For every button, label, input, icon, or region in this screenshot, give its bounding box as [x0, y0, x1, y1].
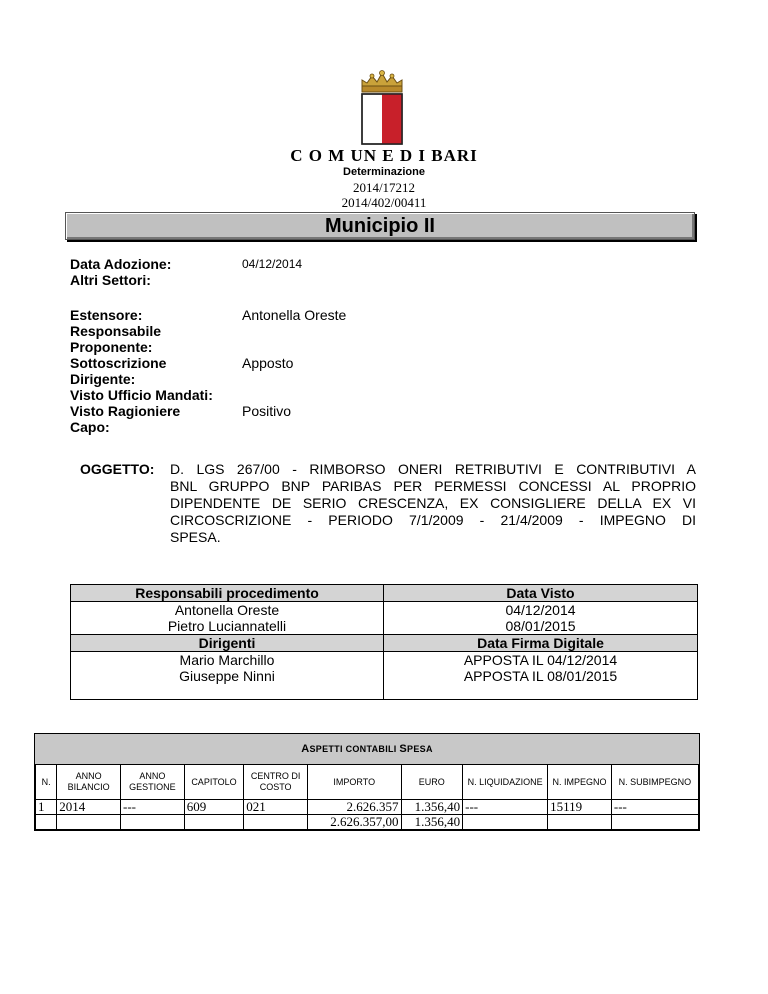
table-cell [36, 815, 57, 830]
responsabili-table [70, 584, 698, 700]
table-cell: 021 [244, 800, 308, 815]
col-centro-di-costo: CENTRO DI COSTO [244, 765, 308, 800]
data-firma-value: APPOSTA IL 08/01/2015 [463, 668, 618, 684]
table-row [36, 800, 699, 815]
dirigente-label: Dirigente: [70, 371, 136, 387]
document-number: 2014/17212 [352, 180, 416, 195]
data-adozione-value: 04/12/2014 [242, 257, 303, 271]
oggetto-line: CIRCOSCRIZIONE - PERIODO 7/1/2009 - 21/4/2009 - IMPEGNO DI [170, 512, 696, 528]
data-visto-header: Data Visto [384, 585, 697, 602]
date-column [384, 585, 697, 699]
data-firma-value: APPOSTA IL 04/12/2014 [463, 652, 618, 668]
responsabili-header: Responsabili procedimento [71, 585, 383, 602]
data-visto-value: 04/12/2014 [505, 602, 576, 618]
col-anno-gestione: ANNO GESTIONE [121, 765, 185, 800]
table-cell [121, 815, 185, 830]
col-n: N. [36, 765, 57, 800]
visto-ragioniere-label: Visto Ragioniere [70, 403, 181, 419]
table-cell: 609 [184, 800, 244, 815]
oggetto-text [170, 461, 696, 546]
table-cell: --- [121, 800, 185, 815]
col-importo: IMPORTO [308, 765, 402, 800]
table-cell [463, 815, 548, 830]
table-cell: 2014 [57, 800, 121, 815]
visto-ragioniere-value: Positivo [242, 403, 292, 419]
visto-ufficio-mandati-label: Visto Ufficio Mandati: [70, 387, 213, 403]
oggetto-line: SPESA. [170, 529, 221, 545]
table-cell [244, 815, 308, 830]
altri-settori-label: Altri Settori: [70, 272, 151, 288]
table-row [36, 815, 699, 830]
table-cell [548, 815, 612, 830]
oggetto-line: D. LGS 267/00 - RIMBORSO ONERI RETRIBUTIVI E CONTRIBUTIVI A [170, 461, 696, 477]
table-cell: 15119 [548, 800, 612, 815]
comune-crest-logo [358, 68, 406, 146]
table-cell: 1 [36, 800, 57, 815]
dirigente-name: Mario Marchillo [179, 652, 275, 668]
document-type: Determinazione [343, 166, 425, 178]
data-adozione-label: Data Adozione: [70, 256, 172, 272]
responsabili-column [71, 585, 384, 699]
col-capitolo: CAPITOLO [184, 765, 244, 800]
comune-name: C O M UN E D I BARI [290, 146, 478, 165]
aspetti-contabili-table [34, 733, 700, 831]
table-cell: 2.626.357,00 [308, 815, 402, 830]
table-cell: 2.626.357 [308, 800, 402, 815]
aspetti-contabili-title: ASPETTI CONTABILI SPESA [35, 734, 699, 765]
responsabile-name: Pietro Luciannatelli [167, 618, 287, 634]
proponente-label: Proponente: [70, 339, 153, 355]
table-cell: 1.356,40 [401, 800, 463, 815]
page-title: Municipio II [65, 212, 695, 240]
oggetto-label: OGGETTO: [80, 461, 155, 477]
table-cell: --- [611, 800, 698, 815]
table-cell [611, 815, 698, 830]
col-anno-bilancio: ANNO BILANCIO [57, 765, 121, 800]
dirigente-name: Giuseppe Ninni [179, 668, 275, 684]
table-cell: --- [463, 800, 548, 815]
oggetto-line: BNL GRUPPO BNP PARIBAS PER PERMESSI CONCESSI AL PROPRIO [170, 478, 696, 494]
oggetto-line: DIPENDENTE DE SERIO CRESCENZA, EX CONSIGLIERE DELLA EX VI [170, 495, 696, 511]
document-number-secondary: 2014/402/00411 [341, 195, 427, 210]
capo-label: Capo: [70, 419, 110, 435]
responsabile-name: Antonella Oreste [174, 602, 280, 618]
estensore-value: Antonella Oreste [242, 307, 347, 323]
responsabile-label: Responsabile [70, 323, 162, 339]
sottoscrizione-value: Apposto [242, 355, 294, 371]
dirigenti-header: Dirigenti [71, 634, 383, 652]
table-cell [57, 815, 121, 830]
col-euro: EURO [401, 765, 463, 800]
column-header-row [36, 765, 699, 800]
col-n-impegno: N. IMPEGNO [548, 765, 612, 800]
estensore-label: Estensore: [70, 307, 143, 323]
col-n-subimpegno: N. SUBIMPEGNO [611, 765, 698, 800]
data-firma-header: Data Firma Digitale [384, 634, 697, 652]
sottoscrizione-label: Sottoscrizione [70, 355, 167, 371]
data-visto-value: 08/01/2015 [505, 618, 576, 634]
table-cell: 1.356,40 [401, 815, 463, 830]
col-n-liquidazione: N. LIQUIDAZIONE [463, 765, 548, 800]
table-cell [184, 815, 244, 830]
